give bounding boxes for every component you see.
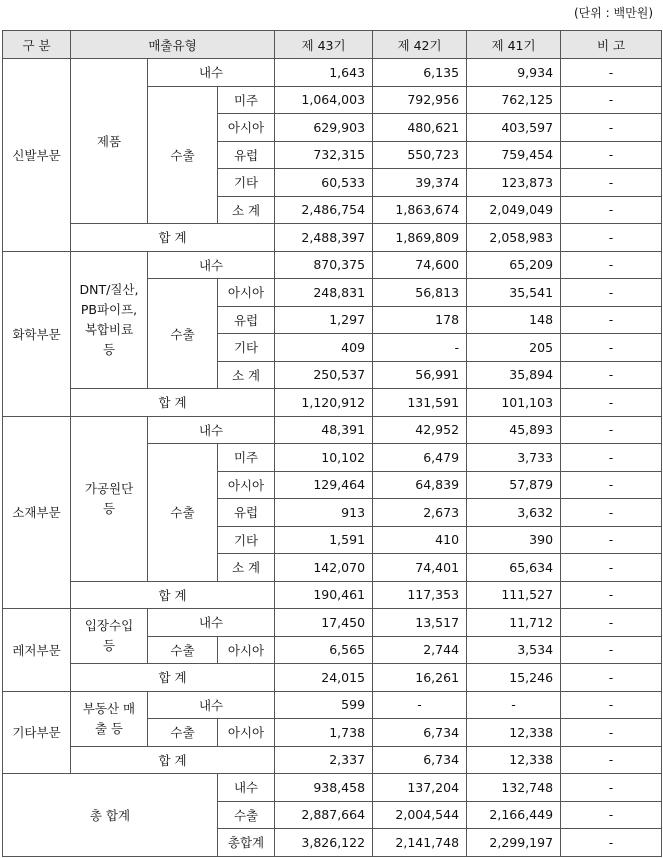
- value-cell: 792,956: [373, 86, 467, 114]
- remark-cell: -: [561, 581, 662, 609]
- value-cell: 870,375: [275, 251, 373, 279]
- value-cell: 1,591: [275, 526, 373, 554]
- header-fy42: 제 42기: [373, 31, 467, 59]
- table-row: [3, 581, 662, 609]
- value-cell: 6,479: [373, 444, 467, 472]
- label-export: 수출: [148, 279, 218, 389]
- remark-cell: -: [561, 554, 662, 582]
- value-cell: 2,744: [373, 636, 467, 664]
- label-domestic: 내수: [218, 774, 275, 802]
- value-cell: 6,135: [373, 59, 467, 87]
- value-cell: 2,049,049: [467, 196, 561, 224]
- value-cell: 759,454: [467, 141, 561, 169]
- label-other: 기타: [218, 169, 275, 197]
- value-cell: 3,632: [467, 499, 561, 527]
- header-sales-type: 매출유형: [71, 31, 275, 59]
- table-row: [3, 664, 662, 692]
- remark-cell: -: [561, 224, 662, 252]
- value-cell: 178: [373, 306, 467, 334]
- grand-total-label: 총 합계: [3, 774, 218, 857]
- label-asia: 아시아: [218, 279, 275, 307]
- value-cell: 6,734: [373, 746, 467, 774]
- value-cell: 938,458: [275, 774, 373, 802]
- remark-cell: -: [561, 691, 662, 719]
- label-export: 수출: [148, 719, 218, 747]
- value-cell: 629,903: [275, 114, 373, 142]
- label-asia: 아시아: [218, 471, 275, 499]
- division-name: 레저부문: [3, 609, 71, 692]
- value-cell: 117,353: [373, 581, 467, 609]
- remark-cell: -: [561, 334, 662, 362]
- value-cell: -: [467, 691, 561, 719]
- remark-cell: -: [561, 86, 662, 114]
- value-cell: -: [373, 691, 467, 719]
- label-europe: 유럽: [218, 306, 275, 334]
- value-cell: 65,634: [467, 554, 561, 582]
- value-cell: 1,297: [275, 306, 373, 334]
- value-cell: 480,621: [373, 114, 467, 142]
- value-cell: 2,887,664: [275, 801, 373, 829]
- value-cell: 12,338: [467, 719, 561, 747]
- value-cell: 390: [467, 526, 561, 554]
- value-cell: 2,488,397: [275, 224, 373, 252]
- value-cell: 39,374: [373, 169, 467, 197]
- label-europe: 유럽: [218, 141, 275, 169]
- value-cell: 410: [373, 526, 467, 554]
- value-cell: 111,527: [467, 581, 561, 609]
- value-cell: 101,103: [467, 389, 561, 417]
- remark-cell: -: [561, 169, 662, 197]
- label-domestic: 내수: [148, 59, 275, 87]
- remark-cell: -: [561, 774, 662, 802]
- value-cell: 48,391: [275, 416, 373, 444]
- value-cell: 11,712: [467, 609, 561, 637]
- table-row: [3, 691, 662, 719]
- label-export: 수출: [148, 86, 218, 224]
- value-cell: 74,401: [373, 554, 467, 582]
- label-total: 합 계: [71, 746, 275, 774]
- label-total: 합 계: [71, 664, 275, 692]
- value-cell: 2,166,449: [467, 801, 561, 829]
- value-cell: 15,246: [467, 664, 561, 692]
- label-domestic: 내수: [148, 251, 275, 279]
- value-cell: 24,015: [275, 664, 373, 692]
- value-cell: 65,209: [467, 251, 561, 279]
- value-cell: 35,894: [467, 361, 561, 389]
- value-cell: 56,813: [373, 279, 467, 307]
- table-row: [3, 774, 662, 802]
- remark-cell: -: [561, 444, 662, 472]
- remark-cell: -: [561, 361, 662, 389]
- label-domestic: 내수: [148, 416, 275, 444]
- remark-cell: -: [561, 664, 662, 692]
- remark-cell: -: [561, 801, 662, 829]
- sales-table: [2, 30, 662, 857]
- value-cell: 9,934: [467, 59, 561, 87]
- value-cell: 2,299,197: [467, 829, 561, 857]
- value-cell: 45,893: [467, 416, 561, 444]
- label-other: 기타: [218, 334, 275, 362]
- label-asia: 아시아: [218, 636, 275, 664]
- remark-cell: -: [561, 609, 662, 637]
- value-cell: 248,831: [275, 279, 373, 307]
- product-name: 입장수입 등: [71, 609, 148, 664]
- value-cell: 3,826,122: [275, 829, 373, 857]
- product-name: DNT/질산, PB파이프, 복합비료 등: [71, 251, 148, 389]
- value-cell: 16,261: [373, 664, 467, 692]
- table-row: [3, 746, 662, 774]
- division-name: 소재부문: [3, 416, 71, 609]
- remark-cell: -: [561, 306, 662, 334]
- remark-cell: -: [561, 416, 662, 444]
- value-cell: 3,733: [467, 444, 561, 472]
- value-cell: 1,869,809: [373, 224, 467, 252]
- table-row: [3, 251, 662, 279]
- label-domestic: 내수: [148, 691, 275, 719]
- remark-cell: -: [561, 251, 662, 279]
- value-cell: 17,450: [275, 609, 373, 637]
- value-cell: 2,337: [275, 746, 373, 774]
- label-export: 수출: [148, 636, 218, 664]
- value-cell: 13,517: [373, 609, 467, 637]
- value-cell: 732,315: [275, 141, 373, 169]
- value-cell: 1,738: [275, 719, 373, 747]
- value-cell: 56,991: [373, 361, 467, 389]
- remark-cell: -: [561, 59, 662, 87]
- value-cell: 10,102: [275, 444, 373, 472]
- header-division: 구 분: [3, 31, 71, 59]
- label-subtotal: 소 계: [218, 554, 275, 582]
- value-cell: 205: [467, 334, 561, 362]
- label-total: 합 계: [71, 389, 275, 417]
- header-row: [3, 31, 662, 59]
- value-cell: 409: [275, 334, 373, 362]
- value-cell: 1,863,674: [373, 196, 467, 224]
- label-europe: 유럽: [218, 499, 275, 527]
- table-row: [3, 416, 662, 444]
- label-grand-total: 총합계: [218, 829, 275, 857]
- remark-cell: -: [561, 636, 662, 664]
- label-total: 합 계: [71, 581, 275, 609]
- value-cell: 2,673: [373, 499, 467, 527]
- value-cell: 64,839: [373, 471, 467, 499]
- table-row: [3, 609, 662, 637]
- value-cell: 137,204: [373, 774, 467, 802]
- label-domestic: 내수: [148, 609, 275, 637]
- label-americas: 미주: [218, 86, 275, 114]
- value-cell: 131,591: [373, 389, 467, 417]
- product-name: 제품: [71, 59, 148, 224]
- value-cell: 6,565: [275, 636, 373, 664]
- value-cell: 1,643: [275, 59, 373, 87]
- label-export: 수출: [218, 801, 275, 829]
- remark-cell: -: [561, 526, 662, 554]
- remark-cell: -: [561, 141, 662, 169]
- division-name: 화학부문: [3, 251, 71, 416]
- value-cell: 12,338: [467, 746, 561, 774]
- remark-cell: -: [561, 829, 662, 857]
- value-cell: 132,748: [467, 774, 561, 802]
- label-americas: 미주: [218, 444, 275, 472]
- value-cell: 2,486,754: [275, 196, 373, 224]
- value-cell: 599: [275, 691, 373, 719]
- table-row: [3, 224, 662, 252]
- label-other: 기타: [218, 526, 275, 554]
- value-cell: 57,879: [467, 471, 561, 499]
- division-name: 기타부문: [3, 691, 71, 774]
- value-cell: 913: [275, 499, 373, 527]
- label-total: 합 계: [71, 224, 275, 252]
- label-subtotal: 소 계: [218, 361, 275, 389]
- table-row: [3, 59, 662, 87]
- label-subtotal: 소 계: [218, 196, 275, 224]
- header-remark: 비 고: [561, 31, 662, 59]
- value-cell: 6,734: [373, 719, 467, 747]
- label-export: 수출: [148, 444, 218, 582]
- value-cell: 250,537: [275, 361, 373, 389]
- value-cell: -: [373, 334, 467, 362]
- value-cell: 123,873: [467, 169, 561, 197]
- table-row: [3, 389, 662, 417]
- value-cell: 142,070: [275, 554, 373, 582]
- label-asia: 아시아: [218, 114, 275, 142]
- value-cell: 2,141,748: [373, 829, 467, 857]
- value-cell: 35,541: [467, 279, 561, 307]
- division-name: 신발부문: [3, 59, 71, 252]
- product-name: 가공원단 등: [71, 416, 148, 581]
- header-fy43: 제 43기: [275, 31, 373, 59]
- value-cell: 550,723: [373, 141, 467, 169]
- value-cell: 1,120,912: [275, 389, 373, 417]
- remark-cell: -: [561, 114, 662, 142]
- remark-cell: -: [561, 196, 662, 224]
- value-cell: 3,534: [467, 636, 561, 664]
- product-name: 부동산 매출 등: [71, 691, 148, 746]
- remark-cell: -: [561, 746, 662, 774]
- remark-cell: -: [561, 471, 662, 499]
- label-asia: 아시아: [218, 719, 275, 747]
- remark-cell: -: [561, 719, 662, 747]
- value-cell: 2,058,983: [467, 224, 561, 252]
- value-cell: 2,004,544: [373, 801, 467, 829]
- remark-cell: -: [561, 389, 662, 417]
- unit-note: (단위 : 백만원): [574, 6, 653, 20]
- value-cell: 1,064,003: [275, 86, 373, 114]
- value-cell: 148: [467, 306, 561, 334]
- remark-cell: -: [561, 279, 662, 307]
- value-cell: 129,464: [275, 471, 373, 499]
- value-cell: 403,597: [467, 114, 561, 142]
- value-cell: 42,952: [373, 416, 467, 444]
- value-cell: 74,600: [373, 251, 467, 279]
- value-cell: 762,125: [467, 86, 561, 114]
- value-cell: 190,461: [275, 581, 373, 609]
- remark-cell: -: [561, 499, 662, 527]
- header-fy41: 제 41기: [467, 31, 561, 59]
- value-cell: 60,533: [275, 169, 373, 197]
